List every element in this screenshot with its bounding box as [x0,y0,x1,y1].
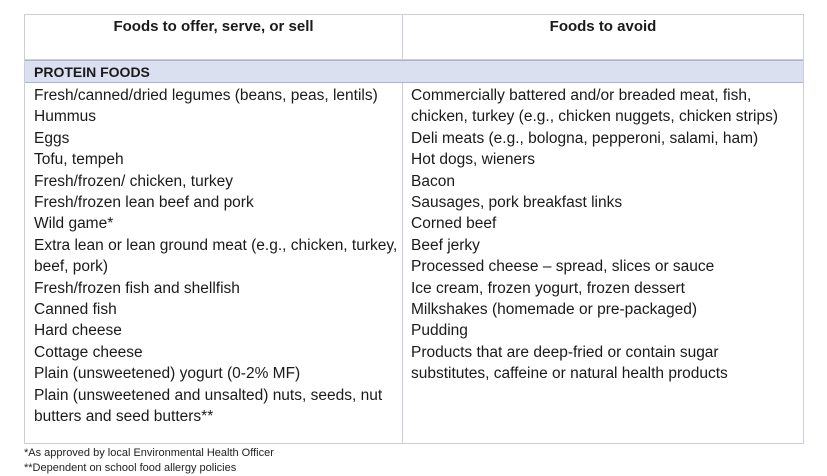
list-item: Milkshakes (homemade or pre-packaged) [411,301,698,319]
section-row-protein [25,60,803,83]
list-item: Beef jerky [411,236,480,254]
list-item: Hummus [34,108,97,126]
list-item: Processed cheese – spread, slices or sauce [411,258,715,276]
list-item: Cottage cheese [34,343,143,361]
list-item: Hard cheese [34,322,122,340]
footnote: *As approved by local Environmental Health Officer [24,447,274,459]
list-item: Corned beef [411,215,497,233]
list-item: Tofu, tempeh [34,151,124,169]
list-item: Pudding [411,322,468,340]
header-offer: Foods to offer, serve, or sell [113,18,314,35]
list-item: Plain (unsweetened and unsalted) nuts, seeds, nut butters and seed butters** [34,386,383,426]
table-header-row [25,15,803,60]
section-label: PROTEIN FOODS [34,64,150,80]
list-item: Ice cream, frozen yogurt, frozen dessert [411,279,685,297]
list-item: Canned fish [34,301,117,319]
avoid-column [411,85,801,385]
list-item: Hot dogs, wieners [411,151,536,169]
list-item: Fresh/frozen lean beef and pork [34,194,254,212]
list-item: Plain (unsweetened) yogurt (0-2% MF) [34,365,301,383]
list-item: Wild game* [34,215,114,233]
list-item: Fresh/frozen fish and shellfish [34,279,240,297]
header-avoid: Foods to avoid [549,18,657,35]
column-divider [402,83,403,443]
food-guidelines-table [24,14,804,444]
list-item: Commercially battered and/or breaded meat, fish, chicken, turkey (e.g., chicken nuggets, chicken strips) [411,87,778,126]
list-item: Fresh/canned/dried legumes (beans, peas, lentils) [34,87,378,104]
list-item: Extra lean or lean ground meat (e.g., chicken, turkey, beef, pork) [34,236,398,276]
footnotes [24,446,274,476]
list-item: Deli meats (e.g., bologna, pepperoni, salami, ham) [411,129,759,147]
list-item: Fresh/frozen/ chicken, turkey [34,172,233,190]
list-item: Products that are deep-fried or contain sugar substitutes, caffeine or natural health products [411,343,728,383]
offer-column [34,85,399,428]
list-item: Bacon [411,172,455,190]
list-item: Eggs [34,129,70,147]
footnote: **Dependent on school food allergy policies [24,462,237,474]
list-item: Sausages, pork breakfast links [411,194,623,212]
